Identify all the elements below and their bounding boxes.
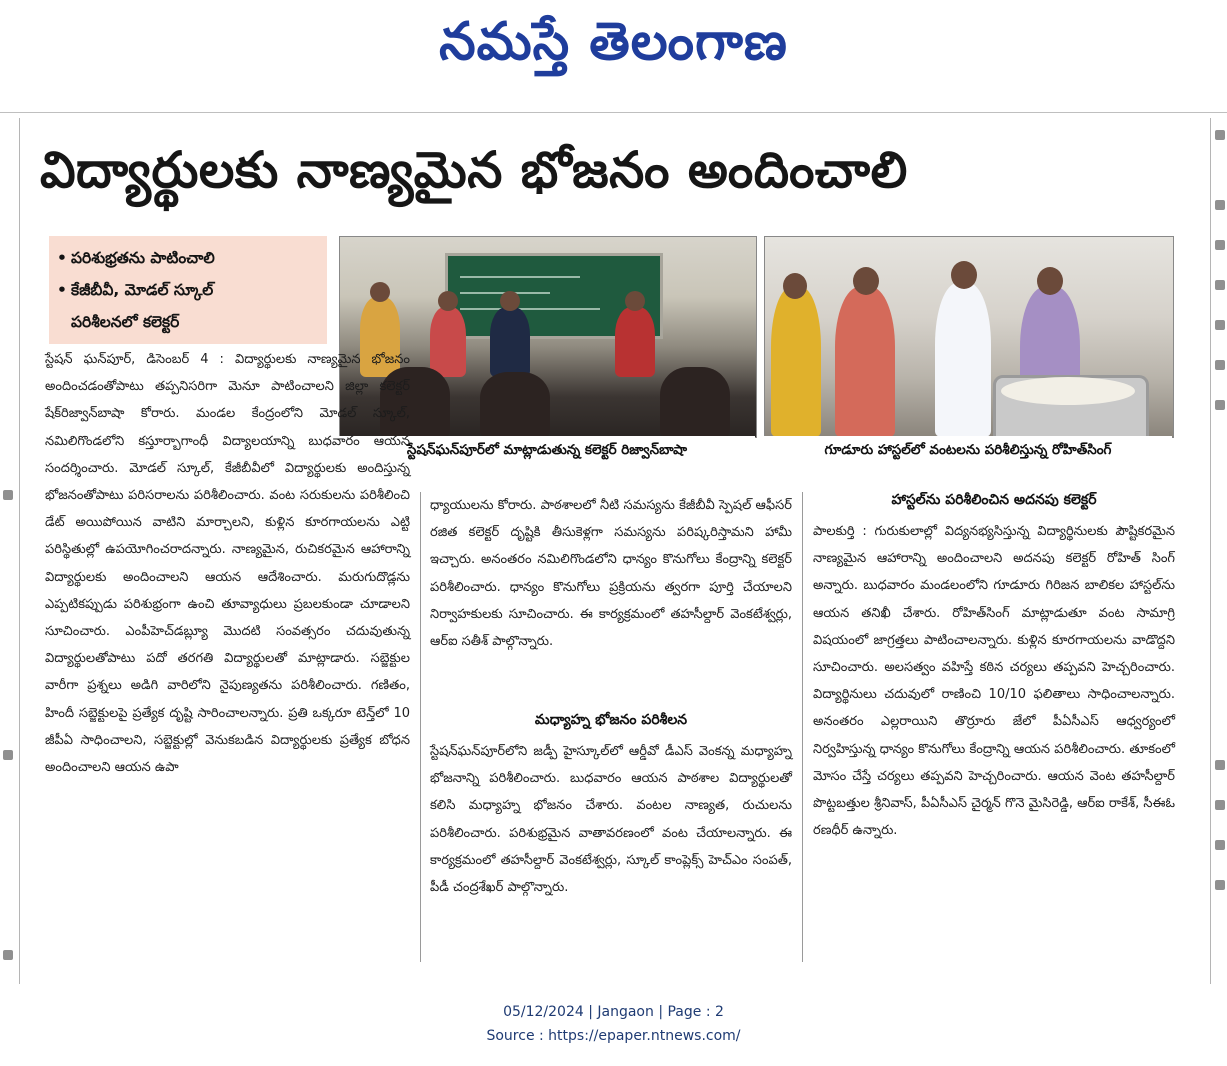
article-body-column-2 xyxy=(430,492,792,655)
subheading: హాస్టల్‌ను పరిశీలించిన అదనపు కలెక్టర్ xyxy=(891,492,1097,508)
masthead xyxy=(0,0,1227,113)
highlights-box xyxy=(49,236,327,344)
adjacent-article-edge-right xyxy=(1213,130,1227,930)
highlight-item: • పరిశుభ్రతను పాటించాలి xyxy=(57,249,215,267)
highlight-item: • కేజీబీవీ, మోడల్ స్కూల్ xyxy=(57,281,214,299)
body-paragraph: పాలకుర్తి : గురుకులాల్లో విద్యనభ్యసిస్తున్న విద్యార్థినులకు పౌష్టికరమైన నాణ్యమైన ఆహారాన్ని అందించాలని అదనపు కలెక్టర్ రోహిత్ సింగ్ అన్నారు. బుధవారం మండలంలోని గూడూరు గిరిజన బాలికల హాస్టల్‌ను ఆయన తనిఖీ చేశారు. రోహిత్‌సింగ్ మాట్లాడుతూ వంట సామాగ్రి విషయంలో జాగ్రత్తలు పాటించాలన్నారు. కుళ్లిన కూరగాయలను వాడొద్దని సూచించారు. అలసత్వం వహిస్తే కఠిన చర్యలు తప్పవని హెచ్చరించారు. విద్యార్థినులు చదువులో రాణించి 10/10 ఫలితాలు సాధించాలన్నారు. అనంతరం ఎల్లరాయిని తొర్రూరు జేలో పీఏసీఎస్ ఆధ్వర్యంలో నిర్వహిస్తున్న ధాన్యం కొనుగోలు కేంద్రాన్ని ఆయన పరిశీలించారు. తూకంలో మోసం చేస్తే చర్యలు తప్పవని హెచ్చరించారు. ఆయన వెంట తహసీల్దార్ పొట్టబత్తుల శ్రీనివాస్, పీఏసీఎస్ చైర్మన్ గొనె మైసిరెడ్డి, ఆర్ఐ రాకేశ్, సీఈఓ రణధీర్ ఉన్నారు. xyxy=(813,524,1175,839)
highlight-item: పరిశీలనలో కలెక్టర్ xyxy=(71,313,180,331)
edition-info: 05/12/2024 | Jangaon | Page : 2 xyxy=(503,1004,724,1020)
body-paragraph: స్టేషన్ ఘన్‌పూర్, డిసెంబర్ 4 : విద్యార్థులకు నాణ్యమైన భోజనం అందించడంతోపాటు తప్పనిసరిగా మెనూ పాటించాలని జిల్లా కలెక్టర్ షేక్‌రిజ్వాన్‌బాషా కోరారు. మండల కేంద్రంలోని మోడల్ స్కూల్, నమిలిగొండలోని కస్తూర్బాగాంధీ విద్యాలయాన్ని బుధవారం ఆయన సందర్శించారు. మోడల్ స్కూల్, కేజీబీవీలో విద్యార్థులకు అందిస్తున్న భోజనంతోపాటు పరిసరాలను పరిశీలించారు. వంట సరుకులను పరిశీలించి డేట్ అయిపోయిన వాటిని మార్చాలని, కుళ్లిన కూరగాయలను ఎట్టి పరిస్థితుల్లో ఉపయోగించరాదన్నారు. నాణ్యమైన, రుచికరమైన ఆహారాన్ని విద్యార్థులకు అందించాలని ఆయన ఆదేశించారు. మరుగుదొడ్లను ఎప్పటికప్పుడు పరిశుభ్రంగా ఉంచి తూవ్యాధులు ప్రబలకుండా చూడాలని సూచించారు. ఎంపీహెచ్‌డబ్ల్యూ మొదటి సంవత్సరం చదువుతున్న విద్యార్థులతోపాటు పదో తరగతి విద్యార్థులతో మాట్లాడారు. సబ్జెక్టుల వారీగా ప్రశ్నలు అడిగి వారిలోని నైపుణ్యతను పరిశీలించారు. గణితం, హిందీ సబ్జెక్టులపై ప్రత్యేక దృష్టి సారించాలన్నారు. ప్రతి ఒక్కరూ టెన్త్‌లో 10 జీపీఏ సాధించాలని, సబ్జెక్టుల్లో వెనుకబడిన విద్యార్థులకు ప్రత్యేక బోధన అందించాలని ఆయన ఉపా xyxy=(45,352,410,776)
subheading: మధ్యాహ్న భోజనం పరిశీలన xyxy=(534,712,688,728)
hostel-kitchen-photo xyxy=(764,236,1174,438)
body-paragraph: ధ్యాయులను కోరారు. పాఠశాలలో నీటి సమస్యను కేజీబీవీ స్పెషల్ ఆఫీసర్ రజిత కలెక్టర్ దృష్టికి తీసుకెళ్లగా సమస్యను పరిష్కరిస్తామని హామీ ఇచ్చారు. అనంతరం నమిలిగొండలోని ధాన్యం కొనుగోలు కేంద్రాన్ని కలెక్టర్ పరిశీలించారు. ధాన్యం కొనుగోలు ప్రక్రియను త్వరగా పూర్తి చేయాలని నిర్వాహకులకు సూచించారు. ఈ కార్యక్రమంలో తహసీల్దార్ వెంకటేశ్వర్లు, ఆర్ఐ సతీశ్ పాల్గొన్నారు. xyxy=(430,498,792,650)
photo-caption: స్టేషన్‌ఘన్‌పూర్‌లో మాట్లాడుతున్న కలెక్టర్ రిజ్వాన్‌బాషా xyxy=(339,436,755,464)
body-paragraph: స్టేషన్‌ఘన్‌పూర్‌లోని జడ్పీ హైస్కూల్‌లో ఆర్డీవో డీఎస్ వెంకన్న మధ్యాహ్న భోజనాన్ని పరిశీలించారు. బుధవారం ఆయన పాఠశాల విద్యార్థులతో కలిసి మధ్యాహ్న భోజనం చేశారు. వంటల నాణ్యత, రుచులను పరిశీలించారు. పరిశుభ్రమైన వాతావరణంలో వంట చేయాలన్నారు. ఈ కార్యక్రమంలో తహసీల్దార్ వెంకటేశ్వర్లు, స్కూల్ కాంప్లెక్స్ హెచ్‌ఎం సంపత్, పీడీ చంద్రశేఖర్ పాల్గొన్నారు. xyxy=(430,744,792,896)
article-headline: విద్యార్థులకు నాణ్యమైన భోజనం అందించాలి xyxy=(40,141,908,199)
adjacent-article-edge-left xyxy=(2,190,14,970)
article-body-column-1 xyxy=(45,346,410,781)
source-url: Source : https://epaper.ntnews.com/ xyxy=(486,1028,741,1044)
photo-caption: గూడూరు హాస్టల్‌లో వంటలను పరిశీలిస్తున్న రోహిత్‌సింగ్ xyxy=(764,436,1172,464)
column-rule xyxy=(420,492,421,962)
newspaper-logo: నమస్తే తెలంగాణ xyxy=(439,12,788,72)
column-rule xyxy=(802,492,803,962)
article-body-column-3 xyxy=(813,518,1175,844)
article-body-column-2-lower xyxy=(430,738,792,901)
